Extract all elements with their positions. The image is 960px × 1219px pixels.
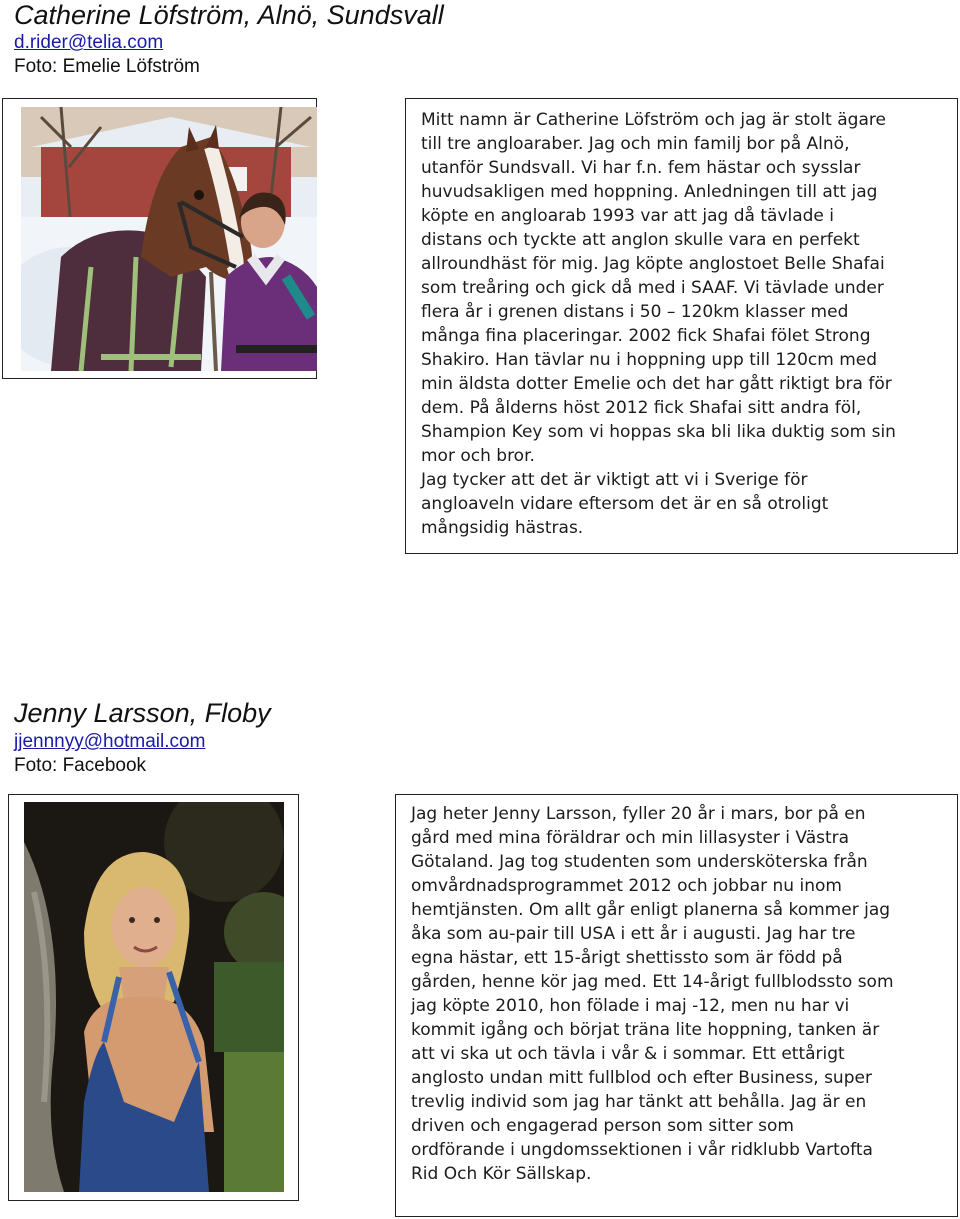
profile-name: Jenny Larsson, Floby xyxy=(14,698,271,728)
bio-text: Jag heter Jenny Larsson, fyller 20 år i mars, bor på en gård med mina föräldrar och min lillasyster i Västra Götaland. Jag tog studenten som undersköterska från omvårdnadsprogrammet 2012 och jobbar nu inom hemtjänsten. Om allt går enligt planerna så kommer jag åka som au-pair till USA i ett år i augusti. Jag har tre egna hästar, ett 15-årigt shettissto som är född på gården, henne kör jag med. Ett 14-årigt fullblodssto som jag köpte 2010, hon fölade i maj -12, men nu har vi kommit igång och börjat träna lite hoppning, tanken är att vi ska ut och tävla i vår & i sommar. Ett ettårigt anglosto undan mitt fullblod och efter Business, super trevlig individ som jag har tänkt att behålla. Jag är en driven och engagerad person som sitter som ordförande i ungdomssektionen i vår ridklubb Vartofta Rid Och Kör Sällskap. xyxy=(411,804,894,1184)
portrait-photo xyxy=(24,802,284,1192)
photo-credit: Foto: Emelie Löfström xyxy=(14,56,200,77)
horse-and-rider-photo xyxy=(21,107,317,371)
photo-frame xyxy=(8,794,299,1201)
bio-box xyxy=(405,98,958,554)
email-link[interactable]: jjennnyy@hotmail.com xyxy=(14,731,206,752)
photo-credit: Foto: Facebook xyxy=(14,755,147,776)
email-link[interactable]: d.rider@telia.com xyxy=(14,32,164,53)
profile-name: Catherine Löfström, Alnö, Sundsvall xyxy=(14,0,444,30)
photo-frame xyxy=(2,98,317,379)
bio-box xyxy=(395,794,958,1217)
bio-text: Mitt namn är Catherine Löfström och jag är stolt ägare till tre angloaraber. Jag och min familj bor på Alnö, utanför Sundsvall. Vi har f.n. fem hästar och sysslar huvudsakligen med hoppning. Anledningen till att jag köpte en angloarab 1993 var att jag då tävlade i distans och tyckte att anglon skulle vara en perfekt allroundhäst för mig. Jag köpte anglostoet Belle Shafai som treåring och gick då med i SAAF. Vi tävlade under flera år i grenen distans i 50 – 120km klasser med många fina placeringar. 2002 fick Shafai fölet Strong Shakiro. Han tävlar nu i hoppning upp till 120cm med min äldsta dotter Emelie och det har gått riktigt bra för dem. På ålderns höst 2012 fick Shafai sitt andra föl, Shampion Key som vi hoppas ska bli lika duktig som sin mor och bror. Jag tycker att det är viktigt att vi i Sverige för angloaveln vidare eftersom det är en så otroligt mångsidig hästras. xyxy=(421,110,896,538)
